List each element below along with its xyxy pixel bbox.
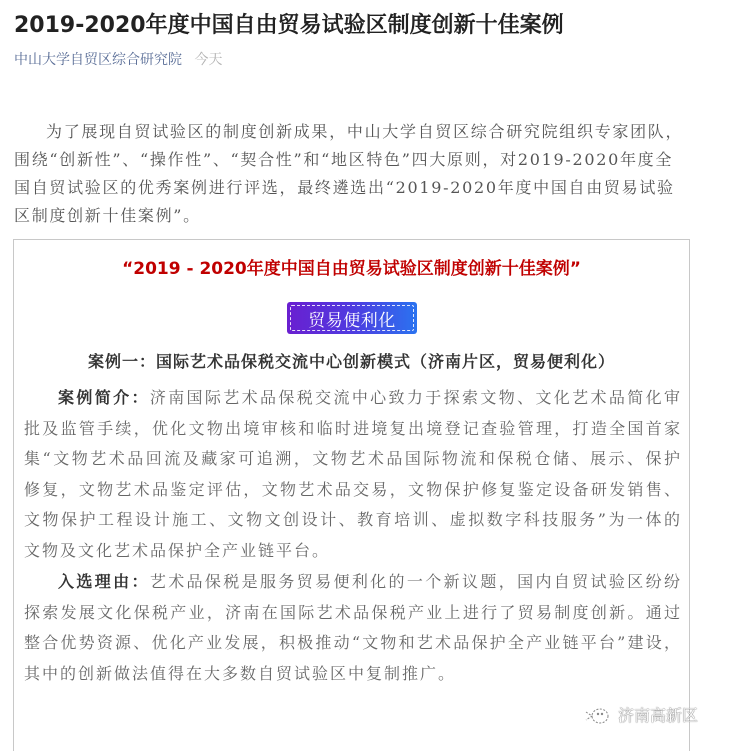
selection-reason-paragraph	[24, 567, 682, 689]
intro-paragraph: 为了展现自贸试验区的制度创新成果，中山大学自贸区综合研究院组织专家团队，围绕“创新性”、“操作性”、“契合性”和“地区特色”四大原则，对2019-2020年度全国自贸试验区的优秀案例进行评选，最终遴选出“2019-2020年度中国自由贸易试验区制度创新十佳案例”。	[14, 122, 684, 225]
case-title: 案例一：国际艺术品保税交流中心创新模式（济南片区，贸易便利化）	[87, 352, 615, 371]
article-title: 2019-2020年度中国自由贸易试验区制度创新十佳案例	[14, 13, 564, 38]
category-tag	[287, 302, 417, 334]
category-tag-label: 贸易便利化	[308, 310, 396, 331]
wechat-channel-icon	[584, 704, 612, 726]
case-summary-paragraph	[24, 383, 682, 566]
case-box	[13, 239, 690, 751]
watermark	[584, 703, 698, 726]
watermark-text: 济南高新区	[618, 706, 699, 725]
case-summary-text: 济南国际艺术品保税交流中心致力于探索文物、文化艺术品简化审批及监管手续，优化文物出境审核和临时进境复出境登记查验管理，打造全国首家集“文物艺术品回流及藏家可追溯，文物艺术品国际物流和保税仓储、展示、保护修复，文物艺术品鉴定评估，文物艺术品交易，文物保护修复鉴定设备研发销售、文物保护工程设计施工、文物文创设计、教育培训、虚拟数字科技服务”为一体的文物及文化艺术品保护全产业链平台。	[24, 388, 682, 560]
article-meta	[14, 49, 222, 69]
publish-date: 今天	[194, 52, 223, 68]
author-link[interactable]: 中山大学自贸区综合研究院	[14, 52, 182, 68]
case-summary-label: 案例简介：	[58, 388, 150, 407]
selection-reason-label: 入选理由：	[58, 572, 150, 591]
box-heading: “2019 - 2020年度中国自由贸易试验区制度创新十佳案例”	[122, 259, 581, 279]
selection-reason-text: 艺术品保税是服务贸易便利化的一个新议题，国内自贸试验区纷纷探索发展文化保税产业，济南在国际艺术品保税产业上进行了贸易制度创新。通过整合优势资源、优化产业发展，积极推动“文物和艺术品保护全产业链平台”建设，其中的创新做法值得在大多数自贸试验区中复制推广。	[24, 572, 682, 683]
